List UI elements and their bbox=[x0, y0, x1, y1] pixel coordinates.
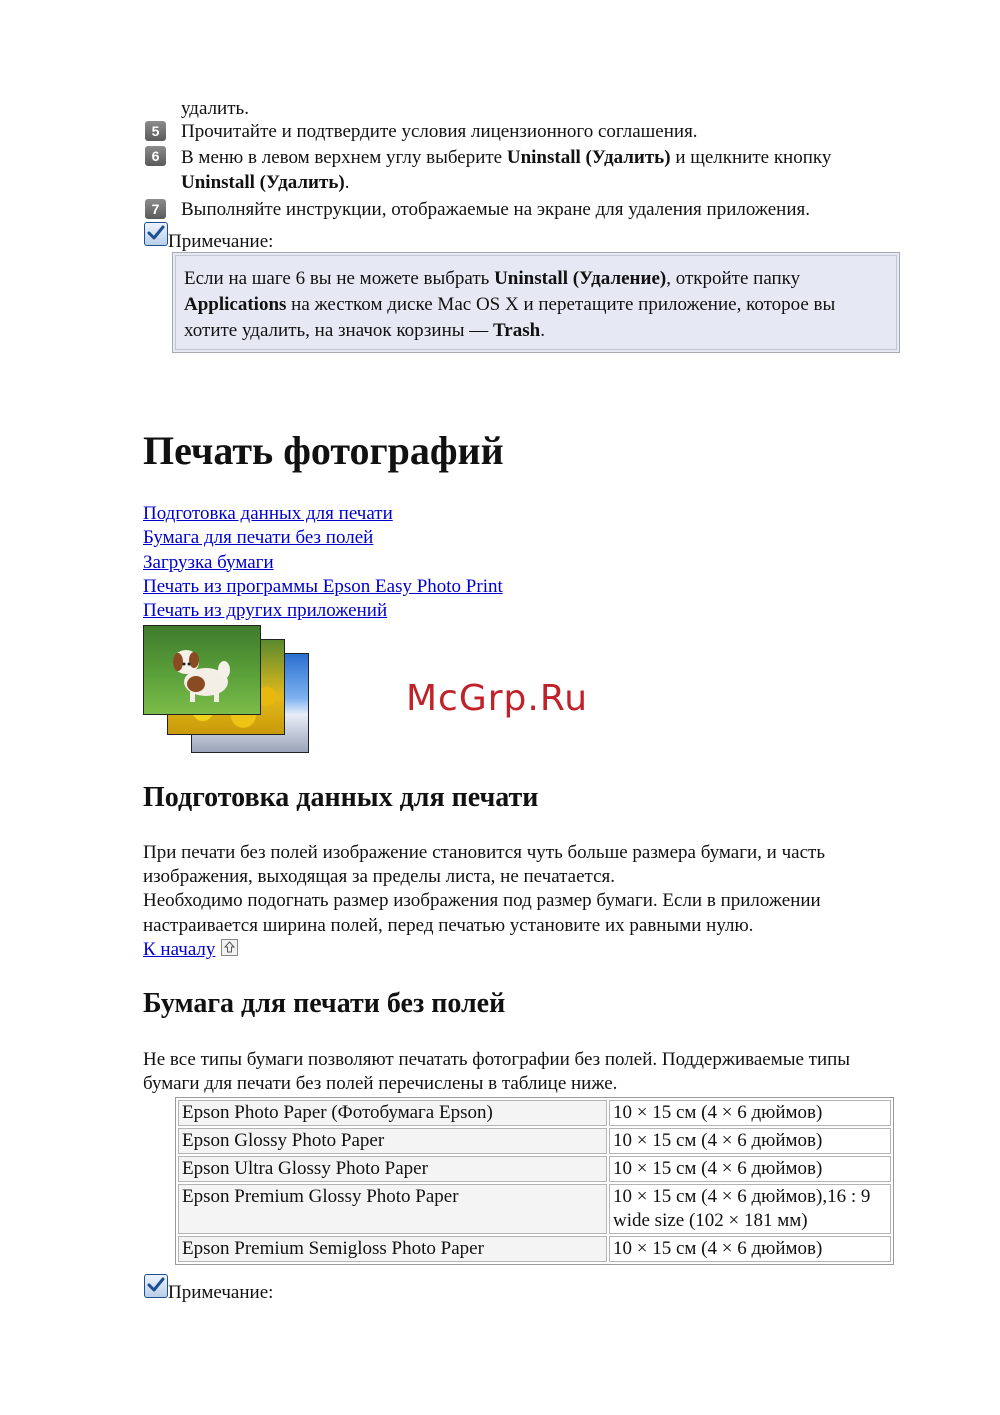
table-cell-paper: Epson Ultra Glossy Photo Paper bbox=[178, 1156, 607, 1182]
table-row bbox=[178, 1100, 891, 1126]
step-7-text: Выполняйте инструкции, отображаемые на экране для удаления приложения. bbox=[181, 199, 811, 220]
note-label: Примечание: bbox=[168, 231, 274, 252]
step-6-uninstall-button: Uninstall (Удалить) bbox=[181, 172, 345, 193]
note-bold-applications: Applications bbox=[184, 294, 287, 315]
note-text: , откройте папку bbox=[666, 268, 801, 289]
step-6-text-part: . bbox=[344, 172, 350, 193]
note-bold-uninstall: Uninstall (Удаление) bbox=[494, 268, 667, 289]
toc-link-other-apps[interactable]: Печать из других приложений bbox=[143, 600, 388, 622]
step-continuation: удалить. bbox=[181, 98, 249, 119]
table-cell-size-line: wide size (102 × 181 мм) bbox=[613, 1210, 808, 1231]
toc-link-easy-photo-print[interactable]: Печать из программы Epson Easy Photo Print bbox=[143, 575, 503, 597]
section-heading-borderless-paper: Бумага для печати без полей bbox=[143, 988, 506, 1019]
back-to-top-link[interactable]: К началу bbox=[143, 938, 216, 960]
section-borderless-paper-text bbox=[143, 1048, 883, 1096]
step-5-number: 5 bbox=[145, 121, 166, 141]
arrow-up-icon[interactable] bbox=[221, 939, 238, 956]
table-row bbox=[178, 1236, 891, 1262]
step-6-text bbox=[181, 145, 901, 195]
step-5-text: Прочитайте и подтвердите условия лицензионного соглашения. bbox=[181, 121, 698, 142]
paragraph-line: бумаги для печати без полей перечислены в таблице ниже. bbox=[143, 1073, 618, 1095]
photo-dog bbox=[143, 625, 261, 715]
paragraph-line: При печати без полей изображение становится чуть больше размера бумаги, и часть bbox=[143, 842, 825, 863]
note-label-2: Примечание: bbox=[168, 1282, 274, 1303]
table-cell-paper: Epson Premium Glossy Photo Paper bbox=[178, 1184, 607, 1234]
step-6-uninstall-menu: Uninstall (Удалить) bbox=[506, 147, 671, 168]
table-cell-size: 10 × 15 см (4 × 6 дюймов) bbox=[609, 1156, 891, 1182]
toc-link-loading-paper[interactable]: Загрузка бумаги bbox=[143, 551, 274, 573]
table-row bbox=[178, 1184, 891, 1234]
table-cell-size bbox=[609, 1184, 891, 1234]
step-6-number: 6 bbox=[145, 146, 166, 166]
note-text: на жестком диске Mac OS X и перетащите приложение, которое вы bbox=[286, 294, 836, 315]
note-box bbox=[172, 252, 900, 353]
paragraph-line: настраивается ширина полей, перед печатью установите их равными нулю. bbox=[143, 914, 754, 936]
watermark: McGrp.Ru bbox=[406, 678, 589, 719]
section-heading-prepare-data: Подготовка данных для печати bbox=[143, 782, 539, 813]
photo-stack-illustration bbox=[143, 625, 311, 755]
page-title: Печать фотографий bbox=[143, 428, 504, 473]
note-bold-trash: Trash bbox=[493, 320, 541, 341]
paragraph-line: изображения, выходящая за пределы листа, не печатается. bbox=[143, 866, 615, 888]
paragraph-line: Необходимо подогнать размер изображения под размер бумаги. Если в приложении bbox=[143, 890, 821, 912]
note-text: хотите удалить, на значок корзины — bbox=[184, 320, 494, 341]
table-cell-size: 10 × 15 см (4 × 6 дюймов) bbox=[609, 1100, 891, 1126]
note-text: Если на шаге 6 вы не можете выбрать bbox=[184, 268, 495, 289]
toc-links bbox=[143, 502, 503, 623]
checkmark-note-icon bbox=[144, 1274, 168, 1298]
paper-types-table bbox=[175, 1097, 894, 1265]
step-6-text-part: и щелкните кнопку bbox=[670, 147, 832, 168]
table-cell-size-line: 10 × 15 см (4 × 6 дюймов),16 : 9 bbox=[613, 1186, 871, 1207]
toc-link-prepare-data[interactable]: Подготовка данных для печати bbox=[143, 503, 393, 524]
section-prepare-data-text bbox=[143, 841, 883, 962]
checkmark-note-icon bbox=[144, 222, 168, 246]
toc-link-borderless-paper[interactable]: Бумага для печати без полей bbox=[143, 527, 374, 549]
step-6-text-part: В меню в левом верхнем углу выберите bbox=[181, 147, 507, 168]
table-cell-paper: Epson Premium Semigloss Photo Paper bbox=[178, 1236, 607, 1262]
note-text: . bbox=[540, 320, 545, 341]
table-cell-paper: Epson Glossy Photo Paper bbox=[178, 1128, 607, 1154]
step-7-number: 7 bbox=[145, 199, 166, 219]
paragraph-line: Не все типы бумаги позволяют печатать фотографии без полей. Поддерживаемые типы bbox=[143, 1049, 851, 1070]
table-row bbox=[178, 1156, 891, 1182]
table-cell-size: 10 × 15 см (4 × 6 дюймов) bbox=[609, 1128, 891, 1154]
table-cell-size: 10 × 15 см (4 × 6 дюймов) bbox=[609, 1236, 891, 1262]
table-cell-paper: Epson Photo Paper (Фотобумага Epson) bbox=[178, 1100, 607, 1126]
note-box-content bbox=[175, 255, 897, 350]
table-row bbox=[178, 1128, 891, 1154]
